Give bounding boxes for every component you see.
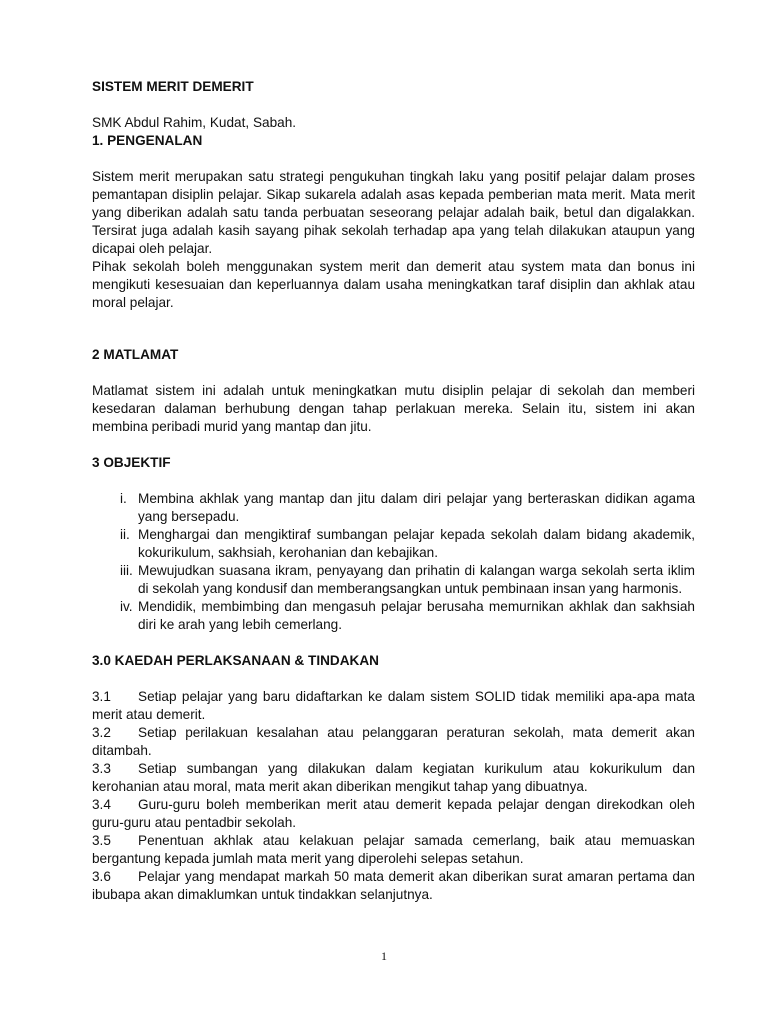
list-item xyxy=(92,688,695,724)
list-item-number: iv. xyxy=(120,599,133,614)
step-number: 3.2 xyxy=(92,725,111,740)
list-item-number: iii. xyxy=(120,563,133,578)
step-number: 3.5 xyxy=(92,833,111,848)
step-text: Setiap perilakuan kesalahan atau pelanggaran peraturan sekolah, mata demerit akan ditambah. xyxy=(92,725,695,758)
step-number: 3.3 xyxy=(92,761,111,776)
document-title: SISTEM MERIT DEMERIT xyxy=(92,79,254,94)
list-item xyxy=(92,832,695,868)
step-number: 3.4 xyxy=(92,797,111,812)
list-item xyxy=(92,490,695,526)
step-text: Pelajar yang mendapat markah 50 mata demerit akan diberikan surat amaran pertama dan ibubapa akan dimaklumkan untuk tindakkan selanjutnya. xyxy=(92,869,695,902)
list-item xyxy=(92,796,695,832)
step-text: Setiap sumbangan yang dilakukan dalam kegiatan kurikulum atau kokurikulum dan kerohanian atau moral, mata merit akan diberikan mengikut tahap yang dibuatnya. xyxy=(92,761,695,794)
list-item xyxy=(92,724,695,760)
list-item xyxy=(92,760,695,796)
list-item xyxy=(92,868,695,904)
step-number: 3.6 xyxy=(92,869,111,884)
paragraph-pengenalan-2: Pihak sekolah boleh menggunakan system merit dan demerit atau system mata dan bonus ini mengikuti kesesuaian dan keperluannya dalam usaha meningkatkan taraf disiplin dan akhlak atau moral pelajar. xyxy=(92,259,695,310)
section-heading-pengenalan: 1. PENGENALAN xyxy=(92,133,203,148)
school-name: SMK Abdul Rahim, Kudat, Sabah. xyxy=(92,115,297,130)
step-text: Setiap pelajar yang baru didaftarkan ke dalam sistem SOLID tidak memiliki apa-apa mata merit atau demerit. xyxy=(92,689,695,722)
list-item-text: Mewujudkan suasana ikram, penyayang dan prihatin di kalangan warga sekolah serta iklim di sekolah yang kondusif dan memberangsangkan untuk pembinaan insan yang harmonis. xyxy=(138,563,695,596)
document-page xyxy=(92,78,695,904)
list-item xyxy=(92,526,695,562)
list-item-number: i. xyxy=(120,491,127,506)
list-item-text: Mendidik, membimbing dan mengasuh pelajar berusaha memurnikan akhlak dan sakhsiah diri ke arah yang lebih cemerlang. xyxy=(138,599,695,632)
section-heading-objektif: 3 OBJEKTIF xyxy=(92,455,171,470)
list-item-text: Menghargai dan mengiktiraf sumbangan pelajar kepada sekolah dalam bidang akademik, kokurikulum, sakhsiah, kerohanian dan kebajikan. xyxy=(138,527,695,560)
procedure-list xyxy=(92,688,695,904)
list-item xyxy=(92,562,695,598)
step-text: Guru-guru boleh memberikan merit atau demerit kepada pelajar dengan direkodkan oleh guru-guru atau pentadbir sekolah. xyxy=(92,797,695,830)
step-number: 3.1 xyxy=(92,689,111,704)
page-number: 1 xyxy=(381,949,387,963)
list-item-text: Membina akhlak yang mantap dan jitu dalam diri pelajar yang berteraskan didikan agama yang bersepadu. xyxy=(138,491,695,524)
paragraph-pengenalan-1: Sistem merit merupakan satu strategi pengukuhan tingkah laku yang positif pelajar dalam proses pemantapan disiplin pelajar. Sikap sukarela adalah asas kepada pemberian mata merit. Mata merit yang diberikan adalah satu tanda perbuatan seseorang pelajar adalah baik, betul dan digalakkan. Tersirat juga adalah kasih sayang pihak sekolah terhadap apa yang telah dilakukan ataupun yang dicapai oleh pelajar. xyxy=(92,169,695,256)
list-item-number: ii. xyxy=(120,527,130,542)
objective-list xyxy=(92,490,695,634)
list-item xyxy=(92,598,695,634)
section-heading-kaedah: 3.0 KAEDAH PERLAKSANAAN & TINDAKAN xyxy=(92,653,379,668)
step-text: Penentuan akhlak atau kelakuan pelajar samada cemerlang, baik atau memuaskan bergantung kepada jumlah mata merit yang diperolehi selepas setahun. xyxy=(92,833,695,866)
section-heading-matlamat: 2 MATLAMAT xyxy=(92,347,179,362)
paragraph-matlamat: Matlamat sistem ini adalah untuk meningkatkan mutu disiplin pelajar di sekolah dan memberi kesedaran dalaman berhubung dengan tahap perlakuan mereka. Selain itu, sistem ini akan membina peribadi murid yang mantap dan jitu. xyxy=(92,383,695,434)
